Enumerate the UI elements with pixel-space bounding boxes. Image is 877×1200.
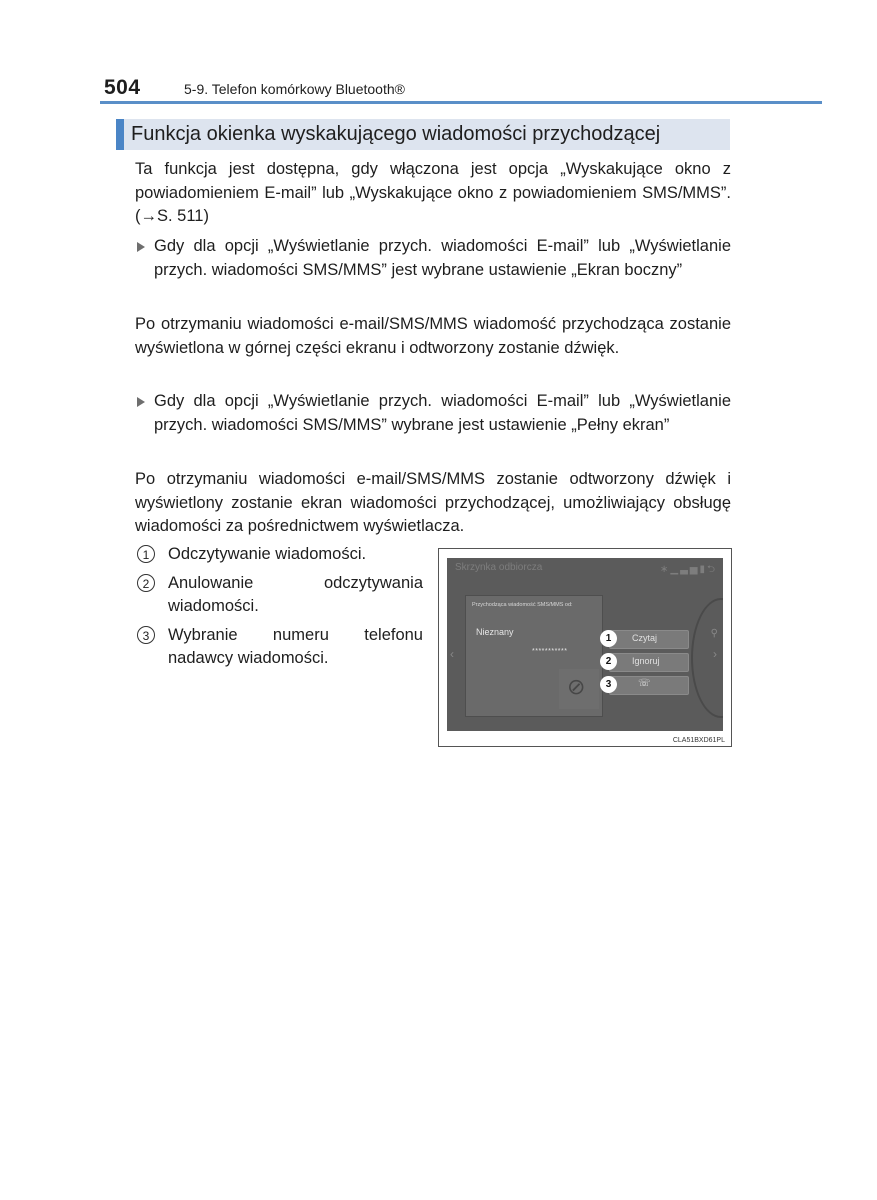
- header-rule: [100, 101, 822, 104]
- screen-illustration: [438, 548, 732, 747]
- signal-icon: ▁▃▅: [670, 564, 700, 575]
- cancel-icon: ⊘: [567, 675, 586, 700]
- bullet-triangle-icon: [137, 397, 145, 407]
- back-icon: ⮌: [706, 564, 717, 575]
- search-icon: ⚲: [710, 628, 718, 639]
- circled-number: 1: [137, 545, 155, 563]
- page-number: 504: [104, 76, 141, 99]
- battery-icon: ▮: [699, 564, 707, 575]
- bullet-text: Gdy dla opcji „Wyświetlanie przych. wiadomości E-mail” lub „Wyświetlanie przych. wiadomości SMS/MMS” jest wybrane ustawienie „Ekran boczny”: [154, 237, 731, 279]
- section-title: Funkcja okienka wyskakującego wiadomości przychodzącej: [116, 119, 730, 150]
- popup-header: Przychodząca wiadomość SMS/MMS od:: [472, 602, 573, 608]
- bullet-text: Gdy dla opcji „Wyświetlanie przych. wiadomości E-mail” lub „Wyświetlanie przych. wiadomości SMS/MMS” wybrane jest ustawienie „Pełny ekran”: [154, 392, 731, 434]
- read-button-label: Czytaj: [632, 633, 658, 643]
- circled-number: 2: [137, 574, 155, 592]
- chevron-right-icon: ›: [713, 647, 717, 661]
- list-item-text: Anulowanie odczytywania wiadomości.: [168, 573, 423, 615]
- ignore-button[interactable]: [609, 653, 689, 672]
- bullet-triangle-icon: [137, 242, 145, 252]
- phone-icon: ☏: [638, 678, 651, 689]
- sender-number: ***********: [532, 648, 568, 655]
- status-icons: [660, 562, 717, 579]
- list-item: [137, 624, 423, 671]
- paragraph-side-screen: Po otrzymaniu wiadomości e-mail/SMS/MMS wiadomość przychodząca zostanie wyświetlona w górnej części ekranu i odtworzony zostanie dźwięk.: [135, 315, 731, 357]
- chapter-title: 5-9. Telefon komórkowy Bluetooth®: [184, 81, 405, 97]
- sender-name: Nieznany: [476, 627, 514, 637]
- paragraph-full-screen: Po otrzymaniu wiadomości e-mail/SMS/MMS zostanie odtworzony dźwięk i wyświetlony zostanie ekran wiadomości przychodzącej, umożliwiający obsługę wiadomości za pośrednictwem wyświetlacza.: [135, 470, 731, 535]
- figure-code: CLA51BXD61PL: [672, 737, 725, 744]
- read-button[interactable]: [609, 630, 689, 649]
- call-button[interactable]: [609, 676, 689, 695]
- ignore-button-label: Ignoruj: [632, 656, 660, 666]
- bullet-full-screen: [135, 390, 731, 437]
- control-arc: [691, 598, 723, 718]
- list-item-text: Odczytywanie wiadomości.: [168, 545, 367, 563]
- list-item: [137, 543, 423, 567]
- cancel-button[interactable]: [559, 669, 599, 709]
- intro-paragraph: Ta funkcja jest dostępna, gdy włączona jest opcja „Wyskakujące okno z powiadomieniem E-mail” lub „Wyskakujące okno z powiadomieniem SMS/MMS”. (→S. 511): [135, 160, 731, 225]
- callout-2: 2: [600, 653, 617, 670]
- display-screen: [447, 558, 723, 731]
- chevron-left-icon: ‹: [450, 647, 454, 661]
- list-item-text: Wybranie numeru telefonu nadawcy wiadomości.: [168, 625, 423, 667]
- callout-1: 1: [600, 630, 617, 647]
- list-item: [137, 572, 423, 619]
- callout-3: 3: [600, 676, 617, 693]
- circled-number: 3: [137, 626, 155, 644]
- screen-title: Skrzynka odbiorcza: [455, 562, 543, 573]
- bluetooth-icon: ∗: [660, 564, 671, 575]
- bullet-side-screen: [135, 235, 731, 282]
- numbered-list: [137, 543, 423, 676]
